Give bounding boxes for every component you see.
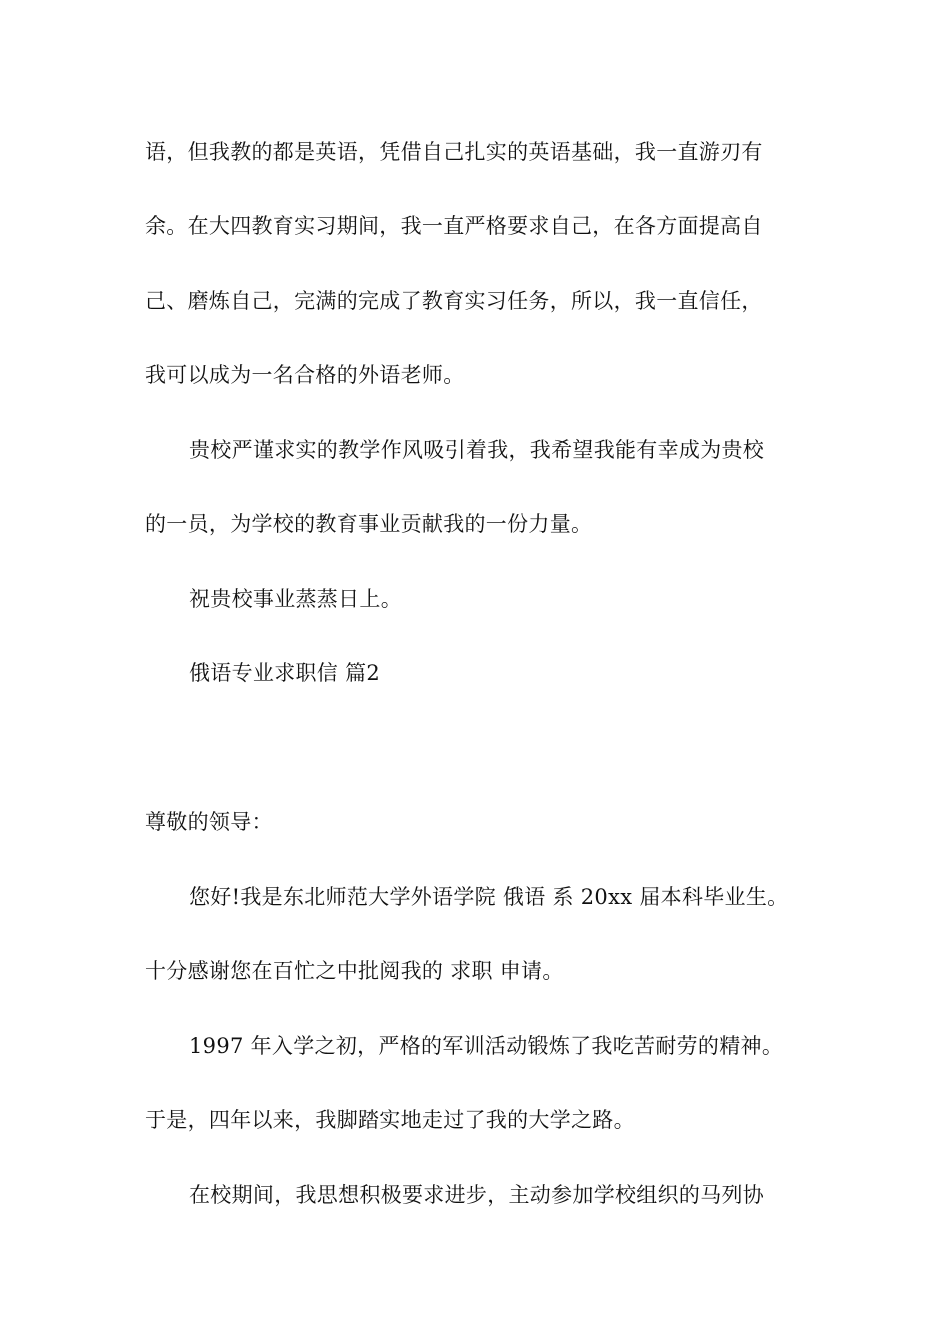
paragraph-line: 的一员，为学校的教育事业贡献我的一份力量。 [145, 512, 593, 536]
paragraph-line: 我可以成为一名合格的外语老师。 [145, 363, 465, 387]
paragraph-line: 于是，四年以来，我脚踏实地走过了我的大学之路。 [145, 1108, 635, 1132]
paragraph-line: 祝贵校事业蒸蒸日上。 [189, 587, 402, 611]
paragraph-line: 在校期间，我思想积极要求进步，主动参加学校组织的马列协 [189, 1183, 765, 1207]
paragraph-line: 您好!我是东北师范大学外语学院 俄语 系 20xx 届本科毕业生。 [189, 885, 789, 909]
section-heading: 俄语专业求职信 篇2 [189, 661, 381, 685]
paragraph-line: 十分感谢您在百忙之中批阅我的 求职 申请。 [145, 959, 564, 983]
salutation: 尊敬的领导： [145, 810, 273, 834]
paragraph-line: 余。在大四教育实习期间，我一直严格要求自己，在各方面提高自 [145, 214, 763, 238]
paragraph-line: 贵校严谨求实的教学作风吸引着我，我希望我能有幸成为贵校 [189, 438, 765, 462]
paragraph-line: 语，但我教的都是英语，凭借自己扎实的英语基础，我一直游刃有 [145, 140, 763, 164]
paragraph-line: 1997 年入学之初，严格的军训活动锻炼了我吃苦耐劳的精神。 [189, 1034, 784, 1058]
paragraph-line: 己、磨炼自己，完满的完成了教育实习任务，所以，我一直信任， [145, 289, 763, 313]
